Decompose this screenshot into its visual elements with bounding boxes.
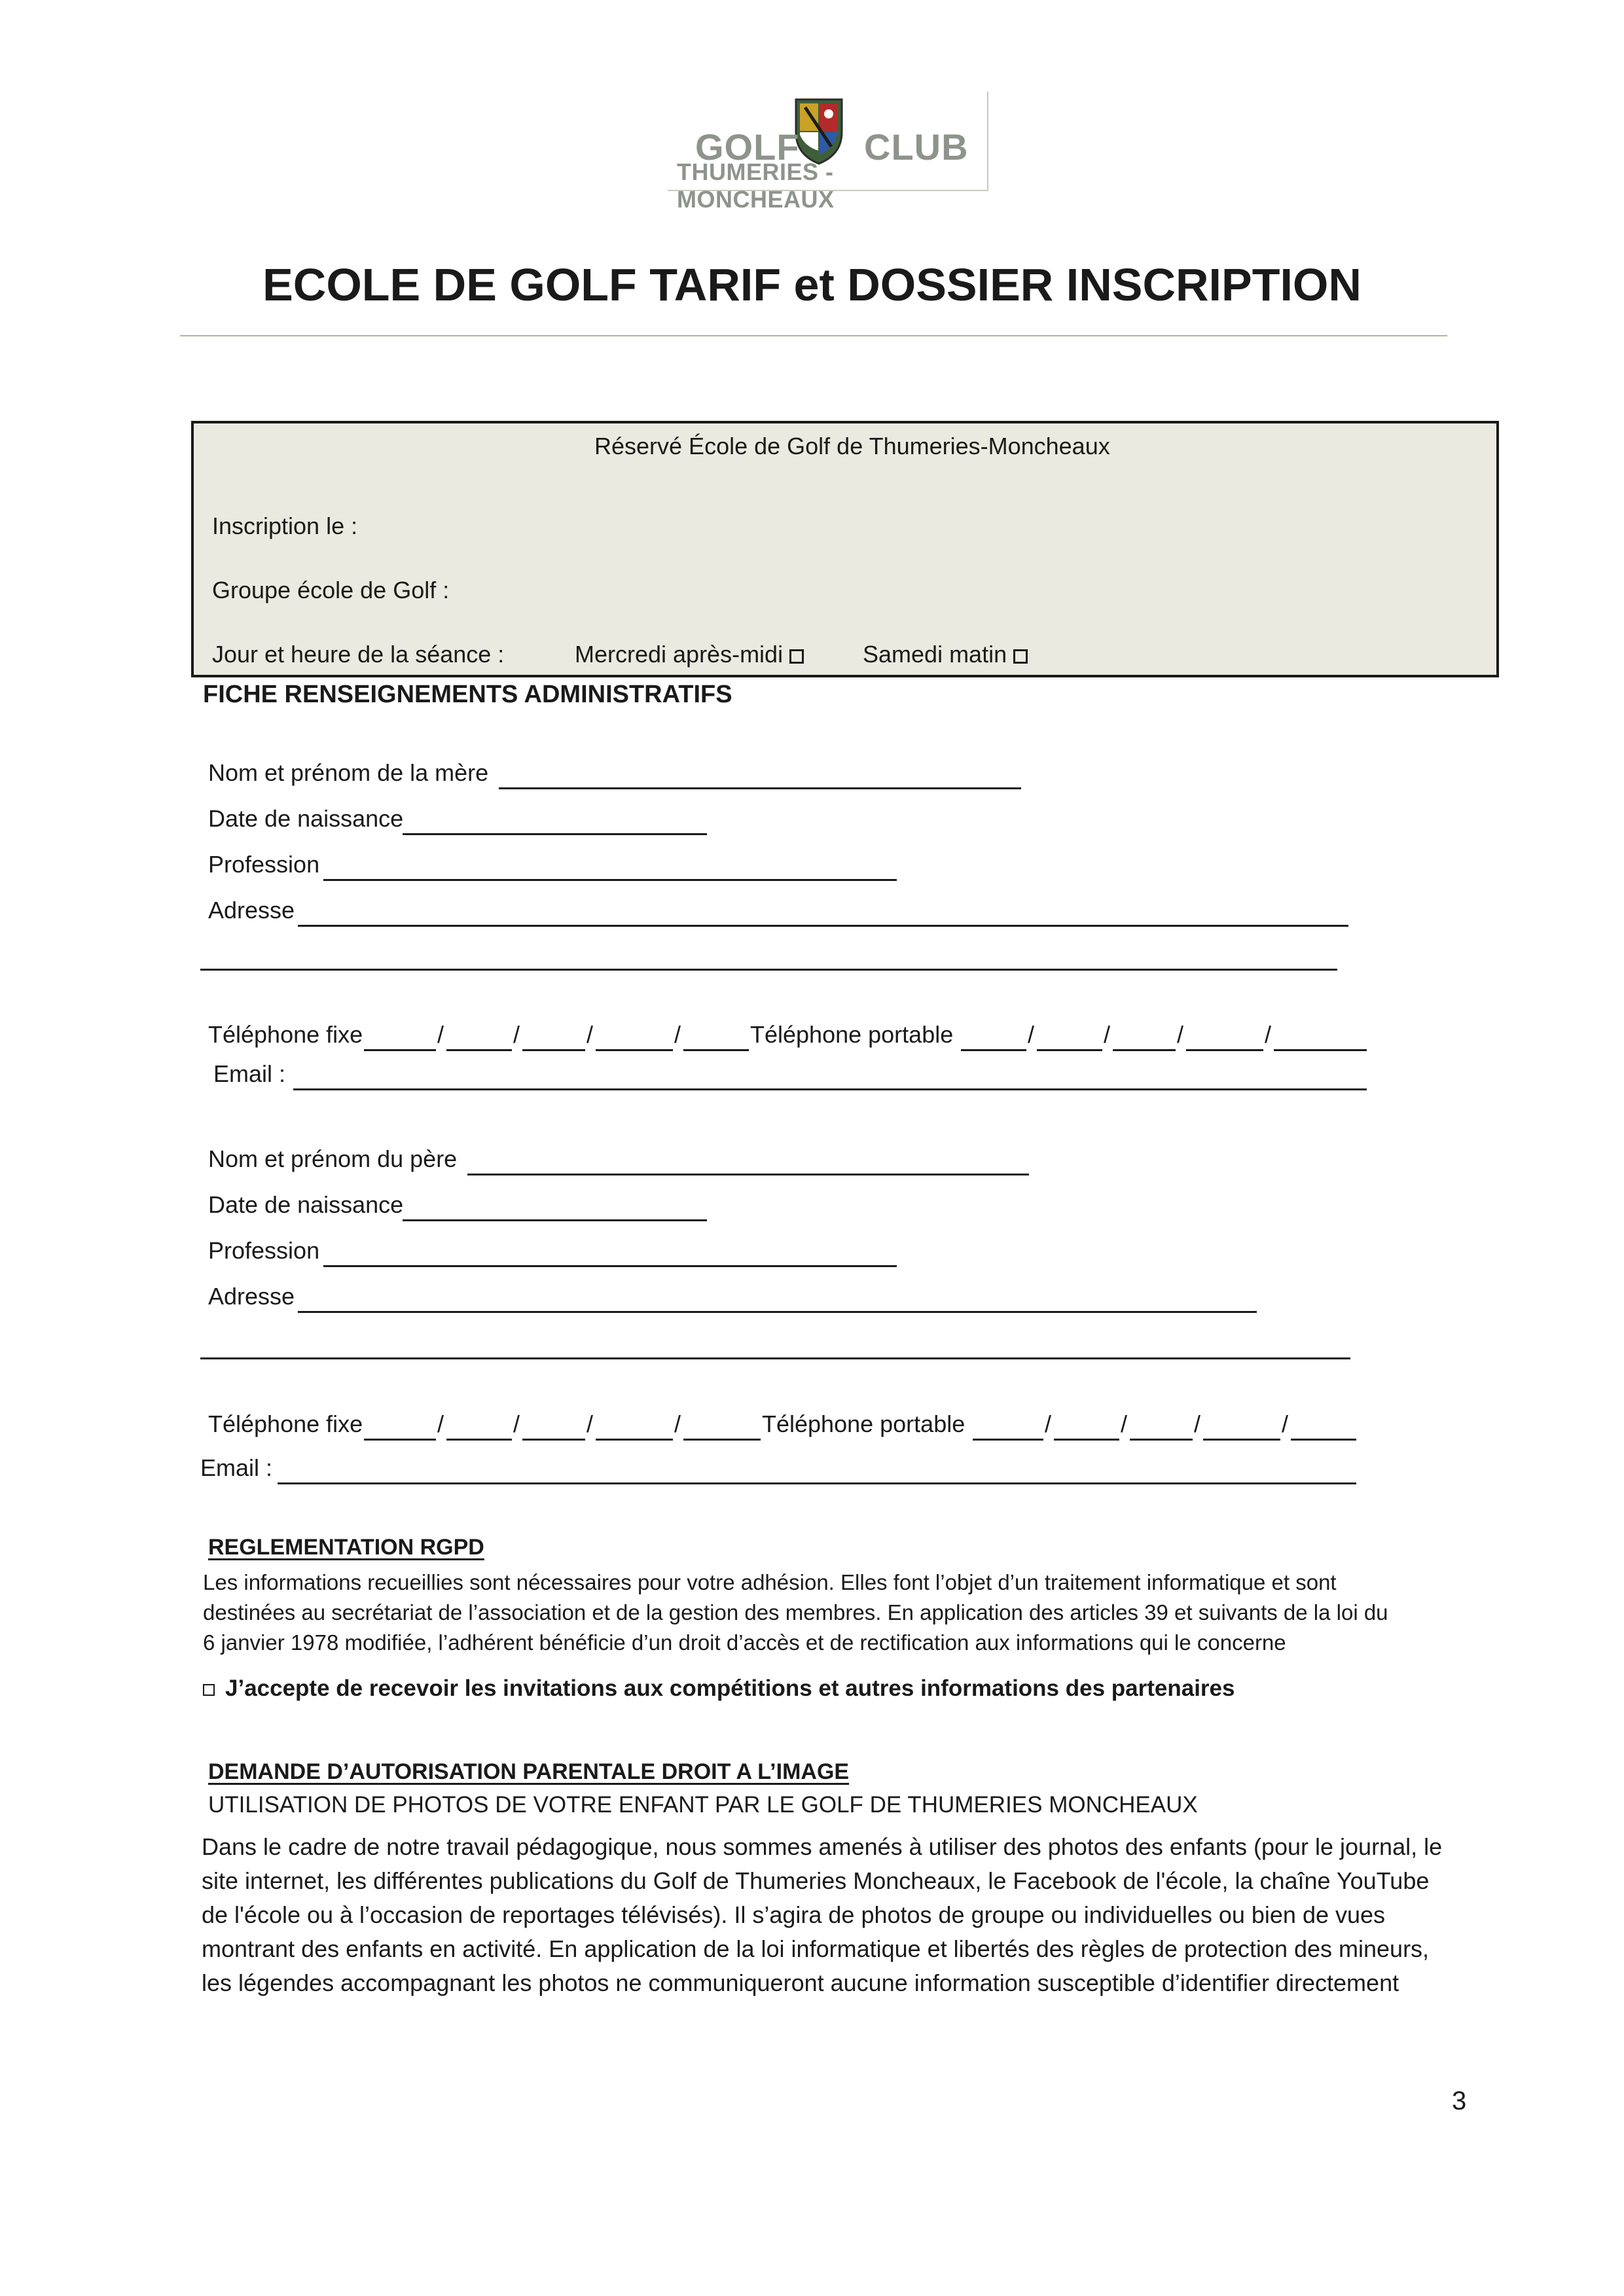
father-address-line2-input[interactable] [200,1357,1350,1359]
father-phone-fixed-seg3[interactable] [522,1439,585,1441]
image-rights-line-2: site internet, les différentes publications du Golf de Thumeries Moncheaux, le Facebook de l'école, la chaîne YouTube [202,1867,1430,1894]
mother-address-line2-input[interactable] [200,969,1337,971]
mercredi-checkbox[interactable] [789,649,804,664]
fiche-heading: FICHE RENSEIGNEMENTS ADMINISTRATIFS [203,681,732,708]
image-rights-line-4: montrant des enfants en activité. En application de la loi informatique et libertés des règles de protection des mineurs, [202,1935,1430,1962]
mother-phone-fixed-seg5[interactable] [683,1049,749,1051]
mother-phone-mobile-seg5[interactable] [1274,1049,1367,1051]
father-address-input[interactable] [298,1311,1257,1313]
rgpd-accept-checkbox[interactable] [203,1684,215,1696]
logo-word-club: CLUB [864,126,969,168]
inscription-label: Inscription le : [212,512,358,539]
father-email-input[interactable] [278,1482,1356,1484]
title-divider [180,335,1447,336]
mother-address-input[interactable] [298,925,1348,927]
father-name-input[interactable] [467,1174,1029,1175]
option-samedi-label: Samedi matin [863,641,1007,668]
father-phone-fixed-seg1[interactable] [364,1439,436,1441]
father-phone-mobile-label: Téléphone portable [762,1410,965,1437]
father-name-label: Nom et prénom du père [208,1145,458,1172]
rgpd-line-3: 6 janvier 1978 modifiée, l’adhérent bénéficie d’un droit d’accès et de rectification aux informations qui le concerne [203,1630,1286,1655]
phone-sep: / [586,1021,594,1048]
mother-name-label: Nom et prénom de la mère [208,759,489,786]
phone-sep: / [674,1021,681,1048]
jour-label: Jour et heure de la séance : [212,641,505,668]
image-rights-line-3: de l'école ou à l’occasion de reportages télévisés). Il s’agira de photos de groupe ou individuelles ou bien de vues [202,1901,1386,1928]
father-profession-input[interactable] [323,1265,897,1267]
mother-name-input[interactable] [499,787,1021,789]
father-dob-input[interactable] [403,1219,707,1221]
mother-phone-fixed-seg4[interactable] [596,1049,673,1051]
phone-sep: / [1282,1410,1289,1437]
mother-phone-mobile-seg3[interactable] [1113,1049,1176,1051]
rgpd-heading: REGLEMENTATION RGPD [208,1535,484,1560]
image-rights-line-5: les légendes accompagnant les photos ne communiqueront aucune information susceptible d’identifier directement [202,1969,1399,1996]
father-phone-mobile-seg5[interactable] [1291,1439,1356,1441]
mother-address-label: Adresse [208,897,295,924]
phone-sep: / [437,1410,444,1437]
phone-sep: / [437,1021,444,1048]
rgpd-line-2: destinées au secrétariat de l’association et de la gestion des membres. En application des articles 39 et suivants de la loi du [203,1600,1388,1624]
rgpd-accept-label: J’accepte de recevoir les invitations aux compétitions et autres informations des partenaires [225,1676,1235,1701]
mother-dob-input[interactable] [403,833,707,835]
option-mercredi-label: Mercredi après-midi [575,641,784,668]
rgpd-line-1: Les informations recueillies sont nécessaires pour votre adhésion. Elles font l’objet d’un traitement informatique et sont [203,1570,1337,1594]
mother-phone-mobile-seg4[interactable] [1186,1049,1263,1051]
phone-sep: / [1121,1410,1128,1437]
option-samedi[interactable] [863,641,1028,668]
father-phone-fixed-seg2[interactable] [446,1439,512,1441]
phone-sep: / [1028,1021,1035,1048]
father-address-label: Adresse [208,1283,295,1310]
golf-club-crest-icon [792,94,846,166]
mother-dob-label: Date de naissance [208,805,404,832]
mother-profession-label: Profession [208,851,320,878]
father-phone-mobile-seg3[interactable] [1130,1439,1193,1441]
mother-email-label: Email : [213,1060,286,1087]
phone-sep: / [586,1410,594,1437]
image-rights-subheading: UTILISATION DE PHOTOS DE VOTRE ENFANT PAR LE GOLF DE THUMERIES MONCHEAUX [208,1792,1198,1818]
mother-phone-mobile-label: Téléphone portable [750,1021,954,1048]
phone-sep: / [1194,1410,1201,1437]
logo-word-golf: GOLF [695,126,800,168]
father-phone-fixed-label: Téléphone fixe [208,1410,363,1437]
logo-subtitle: THUMERIES - MONCHEAUX [677,158,835,213]
option-mercredi[interactable] [575,641,804,668]
mother-phone-fixed-seg1[interactable] [364,1049,436,1051]
samedi-checkbox[interactable] [1013,649,1028,664]
mother-phone-mobile-seg1[interactable] [961,1049,1026,1051]
father-dob-label: Date de naissance [208,1191,404,1218]
mother-phone-fixed-label: Téléphone fixe [208,1021,363,1048]
father-phone-fixed-seg4[interactable] [596,1439,673,1441]
mother-email-input[interactable] [293,1088,1367,1090]
reserved-box [191,421,1499,677]
mother-phone-mobile-seg2[interactable] [1037,1049,1102,1051]
rgpd-accept-option[interactable] [203,1676,1235,1702]
groupe-label: Groupe école de Golf : [212,577,450,603]
phone-sep: / [1045,1410,1052,1437]
father-phone-fixed-seg5[interactable] [683,1439,761,1441]
father-profession-label: Profession [208,1237,320,1264]
father-phone-mobile-seg2[interactable] [1054,1439,1119,1441]
reserved-header: Réservé École de Golf de Thumeries-Moncheaux [594,433,1110,459]
mother-phone-fixed-seg2[interactable] [446,1049,512,1051]
phone-sep: / [1177,1021,1184,1048]
phone-sep: / [1104,1021,1111,1048]
phone-sep: / [513,1410,520,1437]
mother-profession-input[interactable] [323,879,897,881]
mother-phone-fixed-seg3[interactable] [522,1049,585,1051]
image-rights-heading: DEMANDE D’AUTORISATION PARENTALE DROIT A L’IMAGE [208,1759,850,1784]
father-phone-mobile-seg1[interactable] [973,1439,1043,1441]
phone-sep: / [674,1410,681,1437]
page-number: 3 [1452,2087,1467,2115]
phone-sep: / [513,1021,520,1048]
club-logo [668,92,988,213]
father-phone-mobile-seg4[interactable] [1203,1439,1280,1441]
father-email-label: Email : [200,1454,273,1481]
page-title: ECOLE DE GOLF TARIF et DOSSIER INSCRIPTION [262,259,1362,310]
phone-sep: / [1265,1021,1272,1048]
image-rights-line-1: Dans le cadre de notre travail pédagogique, nous sommes amenés à utiliser des photos des enfants (pour le journal, le [202,1833,1443,1860]
